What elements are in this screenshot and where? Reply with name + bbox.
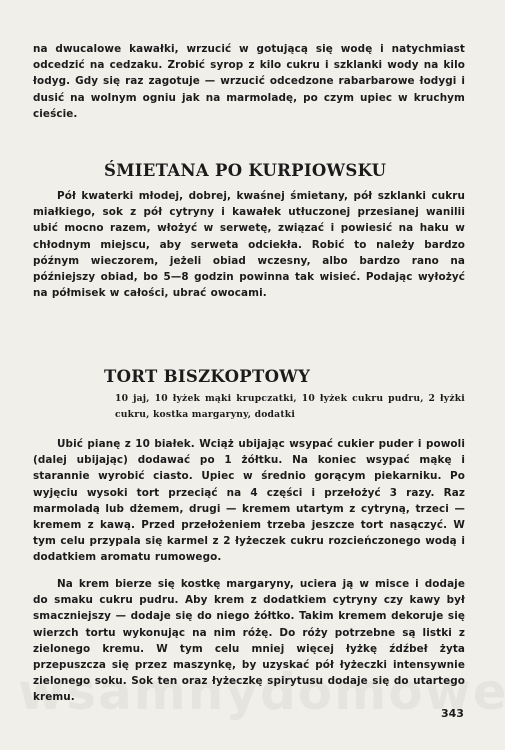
intro-paragraph: na dwucalowe kawałki, wrzucić w gotującą się wodę i natychmiast odcedzić na cedzaku. Zrobić syrop z kilo cukru i szklanki wody na kilo łodyg. Gdy się raz zagotuje — wrzucić odcedzone rabarbarowe łodygi i dusić na wolnym ogniu jak na marmoladę, po czym upiec w kruchym cieście. (33, 43, 465, 120)
page-number: 343 (441, 707, 464, 720)
tort-ingredients: 10 jaj, 10 łyżek mąki krupczatki, 10 łyżek cukru pudru, 2 łyżki cukru, kostka margaryny, dodatki (115, 393, 465, 420)
smietana-heading: ŚMIETANA PO KURPIOWSKU (104, 161, 387, 180)
smietana-paragraph: Pół kwaterki młodej, dobrej, kwaśnej śmietany, pół szklanki cukru miałkiego, sok z pół cytryny i kawałek utłuczonej przesianej wanilii ubić mocno razem, włożyć w serwetę, związać i powiesić na haku w chłodnym miejscu, aby serweta odciekła. Robić to należy bardzo późnym wieczorem, jeżeli obiad wczesny, albo bardzo rano na późniejszy obiad, bo 5—8 godzin powinna tak wisieć. Podając wyłożyć na półmisek w całości, ubrać owocami. (33, 190, 465, 300)
tort-heading: TORT BISZKOPTOWY (104, 367, 311, 386)
tort-paragraph-1: Ubić pianę z 10 białek. Wciąż ubijając wsypać cukier puder i powoli (dalej ubijając) dodawać po 1 żółtku. Na koniec wsypać mąkę i starannie wyrobić ciasto. Upiec w średnio gorącym piekarniku. Po wyjęciu wysoki tort przeciąć na 4 części i przełożyć 3 razy. Raz marmoladą lub dżemem, drugi — kremem utartym z cytryną, trzeci — kremem z kawą. Przed przełożeniem trzeba jeszcze tort nasączyć. W tym celu przypala się karmel z 2 łyżeczek cukru rozcieńczonego wodą i dodatkiem aromatu rumowego. (33, 438, 465, 564)
tort-paragraph-2: Na krem bierze się kostkę margaryny, uciera ją w misce i dodaje do smaku cukru pudru. Aby krem z dodatkiem cytryny czy kawy był smaczniejszy — dodaje się do niego żółtko. Takim kremem dekoruje się wierzch tortu wykonując na nim różę. Do róży potrzebne są listki z zielonego kremu. W tym celu mniej więcej łyżkę źdźbeł żyta przepuszcza się przez maszynkę, by uzyskać pół łyżeczki intensywnie zielonego soku. Sok ten oraz łyżeczkę spirytusu dodaje się do utartego kremu. (33, 578, 465, 704)
